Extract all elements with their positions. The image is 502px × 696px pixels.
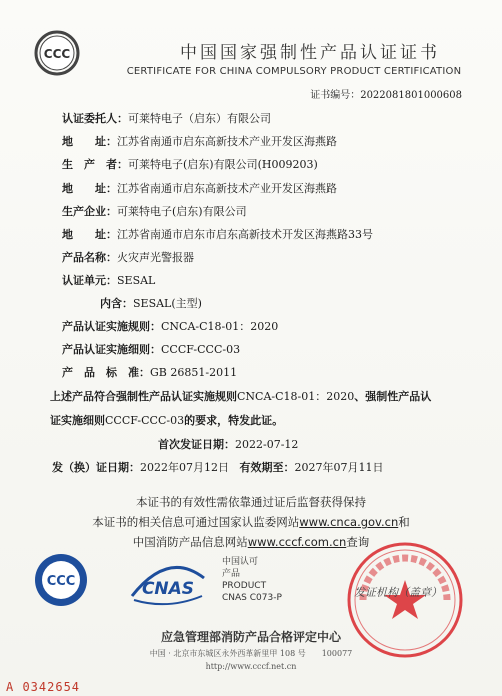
reissue-label: 发（换）证日期：: [52, 461, 140, 474]
field-label: 认证委托人：: [62, 112, 128, 125]
valid-label: 有效期至：: [239, 461, 295, 474]
field-rule-detail: [62, 341, 240, 357]
field-label: 地 址：: [62, 228, 117, 241]
field-contents: [100, 295, 202, 311]
reissue-date: [52, 459, 384, 475]
notice-text: 中国消防产品信息网站: [132, 535, 248, 549]
field-value: 可莱特电子(启东)有限公司: [117, 205, 247, 218]
field-label: 产 品 标 准：: [62, 366, 150, 379]
field-label: 产品认证实施规则：: [62, 320, 161, 333]
statement-line-2: [50, 412, 283, 428]
notice-line-2: [0, 514, 502, 530]
field-label: 产品名称：: [62, 251, 117, 264]
statement-text: 的要求，特发此证。: [184, 414, 284, 427]
field-rule: [62, 318, 278, 334]
valid-value: 2027年07月11日: [294, 461, 384, 474]
field-label: 内含：: [100, 297, 133, 310]
field-value: CNCA-C18-01：2020: [161, 320, 279, 333]
field-label: 生 产 者：: [62, 158, 128, 171]
statement-line-1: [50, 388, 431, 404]
field-value: GB 26851-2011: [150, 366, 238, 379]
field-value: 江苏省南通市启东高新技术产业开发区海燕路: [117, 135, 337, 148]
cnas-info-line: 中国认可: [222, 557, 259, 567]
cnas-info-line: PRODUCT: [222, 581, 267, 591]
title-en: CERTIFICATE FOR CHINA COMPULSORY PRODUCT CERTIFICATION: [126, 66, 462, 77]
first-issue-date: [158, 436, 298, 452]
field-unit: [62, 272, 155, 288]
field-value: 可莱特电子(启东)有限公司(H009203): [128, 158, 318, 171]
issuer-website[interactable]: http://www.cccf.net.cn: [205, 662, 297, 671]
notice-text: 本证书的相关信息可通过国家认监委网站: [92, 515, 300, 529]
statement-text: 上述产品符合强制性产品认证实施规则: [50, 390, 237, 403]
field-value: 江苏省南通市启东高新技术产业开发区海燕路: [117, 182, 337, 195]
field-applicant-address: [62, 133, 337, 149]
field-value: 江苏省南通市启东市启东高新技术开发区海燕路33号: [117, 228, 373, 241]
issuer-address: 中国 · 北京市东城区永外西革新里甲 108 号 100077: [149, 649, 353, 658]
field-value: 可莱特电子（启东）有限公司: [128, 112, 271, 125]
reissue-value: 2022年07月12日: [140, 461, 229, 474]
certificate-number: [310, 86, 462, 101]
title-cn: 中国国家强制性产品认证证书: [180, 43, 440, 63]
cnas-logo-icon: [126, 556, 210, 608]
field-label: 地 址：: [62, 182, 117, 195]
cnas-info-line: CNAS C073-P: [222, 593, 282, 603]
notice-text: 和: [398, 515, 410, 529]
cnas-info: [222, 556, 282, 604]
ccc-mark-text: CCC: [46, 574, 76, 589]
field-label: 地 址：: [62, 135, 117, 148]
field-manufacturer: [62, 156, 318, 172]
ccc-mark-icon: [34, 553, 88, 607]
field-product-name: [62, 249, 194, 265]
field-manufacturer-address: [62, 180, 337, 196]
field-applicant: [62, 110, 271, 126]
field-label: 产品认证实施细则：: [62, 343, 161, 356]
field-value: SESAL: [117, 274, 156, 287]
cert-no-value: 2022081801000608: [360, 90, 462, 101]
cccf-link[interactable]: www.cccf.com.cn: [247, 535, 347, 549]
first-issue-label: 首次发证日期：: [158, 438, 235, 451]
issuing-authority-signature: 发证机构（盖章）: [354, 586, 442, 599]
field-label: 生产企业：: [62, 205, 117, 218]
cnas-info-line: 产品: [222, 569, 241, 579]
issuer-name: 应急管理部消防产品合格评定中心: [160, 630, 341, 644]
cnas-logo-text: CNAS: [141, 579, 195, 599]
ccc-logo-icon: [34, 30, 80, 76]
field-factory-address: [62, 226, 373, 242]
serial-number: A 0342654: [6, 680, 81, 694]
statement-rule: CCCF-CCC-03: [105, 414, 185, 427]
field-label: 认证单元：: [62, 274, 117, 287]
notice-text: 查询: [346, 535, 370, 549]
field-value: 火灾声光警报器: [117, 251, 194, 264]
statement-text: 、强制性产品认: [354, 390, 432, 403]
ccc-logo-text: CCC: [43, 47, 71, 61]
field-standard: [62, 364, 237, 380]
cert-no-label: 证书编号：: [310, 90, 361, 101]
statement-rule: CNCA-C18-01：2020: [237, 390, 355, 403]
field-factory: [62, 203, 247, 219]
field-value: CCCF-CCC-03: [161, 343, 241, 356]
cnca-link[interactable]: www.cnca.gov.cn: [299, 515, 399, 529]
field-value: SESAL(主型): [133, 297, 202, 310]
first-issue-value: 2022-07-12: [235, 438, 299, 451]
notice-line-1: 本证书的有效性需依靠通过证后监督获得保持: [136, 495, 366, 509]
statement-text: 证实施细则: [50, 414, 105, 427]
